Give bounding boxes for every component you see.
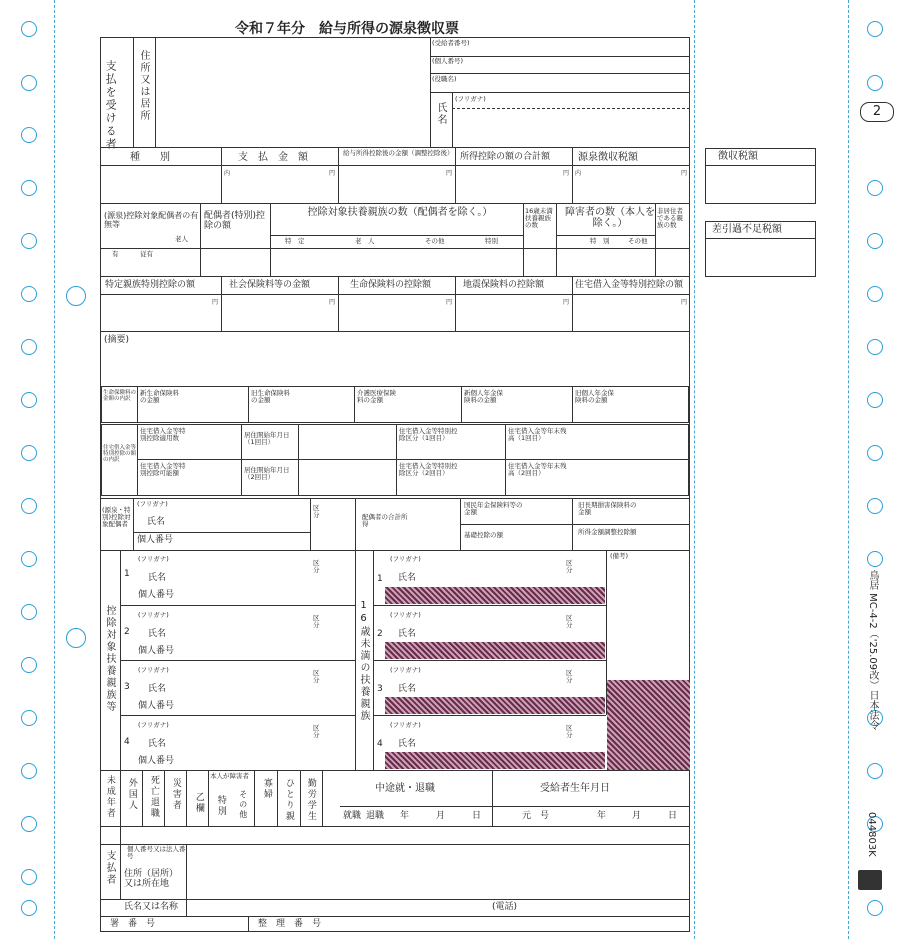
spouse-furigana: (フリガナ): [137, 500, 168, 508]
flag-disaster: 災害者: [170, 778, 181, 811]
phone-label: (電話): [492, 902, 518, 912]
flag-other: その他: [238, 790, 248, 820]
address-input[interactable]: [160, 40, 425, 144]
col-label: 年: [597, 811, 607, 821]
basic-deduction: 基礎控除の額: [464, 531, 503, 539]
total-deduction-header: 所得控除の額の合計額: [460, 152, 551, 162]
masked-area: [385, 587, 605, 604]
housing-loan-header: 住宅借入金等特別控除の額: [575, 280, 684, 290]
sub-label: その他: [628, 237, 648, 245]
personal-number-label: (個人番号): [432, 57, 464, 65]
kubun: 区分: [566, 724, 573, 740]
kubun: 区分: [313, 669, 320, 685]
row-number: 1: [377, 574, 383, 584]
old-insurance: 旧長期損害保険料の金額: [578, 501, 637, 517]
number: 個人番号: [138, 756, 175, 766]
housing-item: 住宅借入金等特別控除区分（2回目）: [399, 462, 458, 478]
summary-field[interactable]: [104, 348, 686, 383]
dependents-label: 控除対象扶養親族等: [104, 605, 115, 713]
col-label: 月: [436, 811, 446, 821]
flag-single-parent: ひとり親: [283, 778, 294, 822]
number: 個人番号: [138, 590, 175, 600]
name: 氏名: [148, 684, 167, 694]
income-adjust: 所得金額調整控除額: [578, 528, 637, 536]
unit-label: 円: [681, 299, 688, 306]
nonresident-header: 非居住者である親族の数: [657, 207, 683, 230]
spouse-income: 配偶者の合計所得: [362, 513, 408, 529]
under16-label: 16歳未満の扶養親族: [358, 600, 369, 722]
spouse-deduction-header: 配偶者(特別)控除の額: [204, 211, 266, 231]
housing-item: 居住開始年月日（2回目）: [244, 466, 290, 482]
name-input[interactable]: [455, 110, 685, 145]
furigana: (フリガナ): [390, 666, 421, 674]
row-number: 2: [377, 629, 383, 639]
row-number: 4: [377, 739, 383, 749]
withholding-tax-header: 源泉徴収税額: [578, 152, 638, 163]
tax-box-label: 徴収税額: [718, 151, 758, 162]
number: 個人番号: [138, 701, 175, 711]
spouse-status-header: (源泉)控除対象配偶者の有無等: [104, 211, 199, 229]
insurance-item: 旧個人年金保険料の金額: [575, 389, 614, 405]
payer-name-input[interactable]: [190, 901, 485, 914]
type-header: 種 別: [130, 152, 170, 163]
midterm-header: 中途就・退職: [375, 783, 435, 794]
name: 氏名: [398, 739, 417, 749]
col-label: 日: [472, 811, 482, 821]
payment-amount-header: 支 払 金 額: [238, 152, 308, 163]
special-relative-header: 特定親族特別控除の額: [105, 280, 196, 290]
sub-label: 特別: [485, 237, 498, 245]
ref-number-label: 整 理 番 号: [258, 919, 322, 929]
seal-number-label: 署 番 号: [110, 919, 156, 929]
insurance-item: 新生命保険料の金額: [140, 389, 179, 405]
form-title: 令和７年分 給与所得の源泉徴収票: [235, 21, 459, 37]
furigana: (フリガナ): [138, 555, 169, 563]
name: 氏名: [398, 629, 417, 639]
social-insurance-header: 社会保険料等の金額: [229, 280, 311, 290]
sub-label: その他: [425, 237, 445, 245]
spouse-name: 氏名: [147, 517, 166, 527]
dependents-count-header: 控除対象扶養親族の数（配偶者を除く。）: [307, 207, 493, 218]
unit-label: 円: [563, 299, 570, 306]
unit-label: 円: [329, 170, 336, 177]
spouse-pension: 国民年金保険料等の金額: [464, 501, 523, 517]
unit-label: 内: [224, 170, 231, 177]
name-label: 氏名: [435, 102, 446, 126]
perforation-left: [54, 0, 55, 939]
sub-label: 老 人: [355, 237, 375, 245]
furigana: (フリガナ): [138, 721, 169, 729]
name: 氏名: [148, 573, 167, 583]
payer-name-label: 氏名又は名称: [124, 902, 179, 912]
payer-label: 支払者: [104, 850, 115, 886]
housing-item: 居住開始年月日（1回目）: [244, 431, 290, 447]
col-label: 年: [400, 811, 410, 821]
perforation-right: [848, 0, 849, 939]
kubun: 区分: [566, 559, 573, 575]
name: 氏名: [398, 684, 417, 694]
form-code: 鳥居 MC-4-2（'25.09改）日本法令: [867, 570, 878, 731]
row-number: 3: [124, 682, 130, 692]
name: 氏名: [398, 573, 417, 583]
col-label: 元 号: [522, 811, 550, 821]
under16-count-header: 16歳未満扶養親族の数: [525, 207, 553, 230]
spouse-kubun: 区分: [313, 504, 320, 520]
name: 氏名: [148, 629, 167, 639]
insurance-item: 新個人年金保険料の金額: [464, 389, 503, 405]
payer-address-label: 住所（居所）又は所在地: [124, 869, 179, 889]
number: 個人番号: [138, 646, 175, 656]
masked-area: [385, 752, 605, 769]
row-number: 1: [124, 569, 130, 579]
col-label: 就職: [343, 811, 362, 821]
biko-label: (備考): [610, 552, 629, 560]
furigana: (フリガナ): [138, 611, 169, 619]
flag-foreigner: 外国人: [126, 778, 137, 811]
sub-label: 特 定: [285, 237, 305, 245]
unit-label: 円: [446, 170, 453, 177]
kubun: 区分: [313, 614, 320, 630]
shortage-box-label: 差引過不足税額: [712, 224, 782, 235]
housing-item: 住宅借入金等特別控除適用数: [140, 427, 186, 443]
sub-label: 有: [112, 250, 119, 258]
furigana: (フリガナ): [138, 666, 169, 674]
birth-header: 受給者生年月日: [540, 783, 610, 794]
elderly-label: 老人: [175, 235, 188, 243]
col-label: 月: [632, 811, 642, 821]
flag-student: 勤労学生: [305, 778, 316, 822]
flag-special: 特別: [215, 795, 226, 817]
furigana: (フリガナ): [390, 555, 421, 563]
sub-label: 従有: [140, 250, 153, 258]
job-title-label: (役職名): [432, 75, 457, 83]
row-number: 3: [377, 684, 383, 694]
furigana: (フリガナ): [390, 721, 421, 729]
unit-label: 円: [329, 299, 336, 306]
address-label: 住所又は居所: [138, 50, 149, 122]
sub-label: 特 別: [590, 237, 610, 245]
unit-label: 円: [212, 299, 219, 306]
flag-death: 死亡退職: [148, 775, 159, 819]
kubun: 区分: [566, 669, 573, 685]
name: 氏名: [148, 739, 167, 749]
flag-otsu: 乙欄: [193, 792, 204, 814]
spouse-label: (源泉・特別)控除対象配偶者: [102, 506, 131, 529]
serial-number: 044803K: [866, 812, 877, 857]
row-number: 4: [124, 737, 130, 747]
payer-address-input[interactable]: [190, 848, 685, 896]
row-number: 2: [124, 627, 130, 637]
masked-area: [385, 642, 605, 659]
flag-minor: 未成年者: [104, 775, 115, 819]
furigana: (フリガナ): [390, 611, 421, 619]
housing-item: 住宅借入金等年末残高（2回目）: [508, 462, 567, 478]
page-number-badge: 2: [860, 102, 894, 122]
unit-label: 円: [446, 299, 453, 306]
col-label: 退職: [366, 811, 385, 821]
unit-label: 内: [575, 170, 582, 177]
life-insurance-header: 生命保険料の控除額: [350, 280, 432, 290]
masked-area: [385, 697, 605, 714]
publisher-logo-icon: [858, 870, 882, 890]
kubun: 区分: [566, 614, 573, 630]
payer-number-label: 個人番号又は法人番号: [127, 845, 186, 861]
col-label: 日: [668, 811, 678, 821]
unit-label: 円: [563, 170, 570, 177]
housing-item: 住宅借入金等年末残高（1回目）: [508, 427, 567, 443]
insurance-item: 介護医療保険料の金額: [357, 389, 396, 405]
furigana-label: (フリガナ): [455, 95, 486, 103]
housing-breakdown-label: 住宅借入金等特別控除の額の内訳: [103, 445, 137, 464]
kubun: 区分: [313, 559, 320, 575]
housing-item: 住宅借入金等特別控除可能額: [140, 462, 186, 478]
income-after-deduction-header: 給与所得控除後の金額（調整控除後）: [343, 149, 454, 157]
insurance-item: 旧生命保険料の金額: [251, 389, 290, 405]
kubun: 区分: [313, 724, 320, 740]
disabled-count-header: 障害者の数（本人を除く。）: [565, 207, 655, 229]
earthquake-insurance-header: 地震保険料の控除額: [463, 280, 545, 290]
insurance-breakdown-label: 生命保険料の金額の内訳: [103, 390, 137, 403]
flag-disabled: 本人が障害者: [210, 772, 249, 780]
summary-label: (摘要): [104, 335, 130, 345]
recipient-label: 支払を受ける者: [104, 60, 118, 151]
spouse-number: 個人番号: [137, 535, 174, 545]
recipient-number-label: (受給者番号): [432, 39, 470, 47]
masked-area: [607, 680, 690, 770]
housing-item: 住宅借入金等特別控除区分（1回目）: [399, 427, 458, 443]
flag-widow: 寡婦: [261, 778, 272, 800]
unit-label: 円: [681, 170, 688, 177]
perforation-middle: [694, 0, 695, 939]
